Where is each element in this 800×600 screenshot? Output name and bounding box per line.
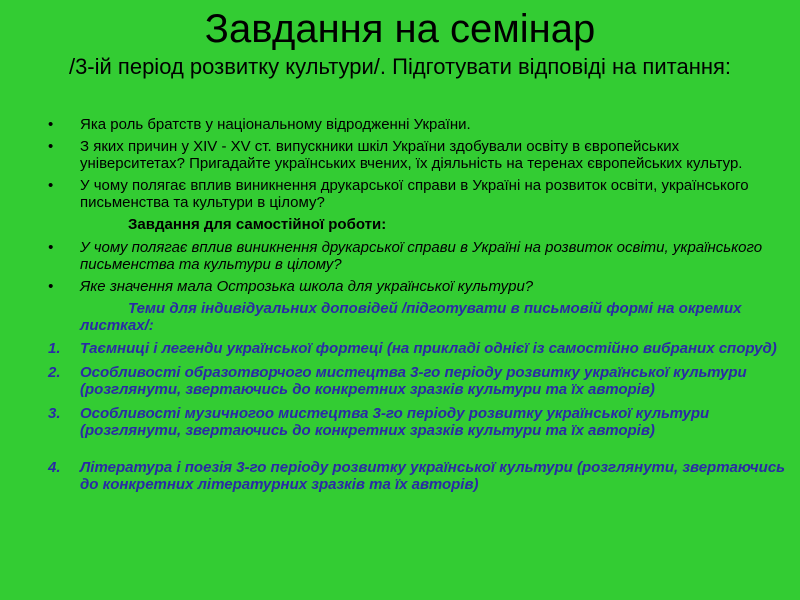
topic-item bbox=[48, 405, 788, 439]
topic-text: Таємниці і легенди української фортеці (на прикладі однієї із самостійно вибраних споруд) bbox=[80, 340, 777, 357]
list-item bbox=[48, 239, 788, 273]
topic-number: 4. bbox=[48, 459, 61, 476]
content-body bbox=[48, 116, 788, 500]
self-work-text: У чому полягає вплив виникнення друкарської справи в Україні на розвиток освіти, українського письменства та культури в цілому? bbox=[80, 239, 763, 273]
topic-item bbox=[48, 459, 788, 493]
bullet-marker: • bbox=[48, 278, 54, 295]
page-subtitle: /3-ій період розвитку культури/. Підготувати відповіді на питання: bbox=[68, 54, 732, 79]
bullet-marker: • bbox=[48, 177, 54, 194]
list-item bbox=[48, 278, 788, 295]
list-item bbox=[48, 116, 788, 133]
topic-item bbox=[48, 340, 788, 357]
topic-text: Література і поезія 3-го періоду розвитку української культури (розглянути, звертаючись до конкретних літературних зразків та їх авторів) bbox=[80, 459, 786, 493]
topic-text: Особливості музичногоо мистецтва 3-го періоду розвитку української культури (розглянути, звертаючись до конкретних зразків культури та їх авторів) bbox=[80, 405, 710, 439]
question-text: З яких причин у XIV - XV ст. випускники шкіл України здобували освіту в європейських університетах? Пригадайте українських вчених, їх діяльність на теренах європейських культур. bbox=[80, 138, 743, 172]
topic-number: 1. bbox=[48, 340, 61, 357]
page-title: Завдання на семінар bbox=[204, 7, 596, 51]
question-text: Яка роль братств у національному відродженні України. bbox=[80, 116, 471, 133]
topic-item bbox=[48, 364, 788, 398]
self-work-text: Яке значення мала Острозька школа для української культури? bbox=[80, 278, 534, 295]
bullet-marker: • bbox=[48, 239, 54, 256]
question-text: У чому полягає вплив виникнення друкарської справи в Україні на розвиток освіти, українського письменства та культури в цілому? bbox=[80, 177, 749, 211]
self-work-heading: Завдання для самостійної роботи: bbox=[128, 216, 387, 233]
list-item bbox=[48, 177, 788, 211]
title-block bbox=[0, 6, 800, 80]
topic-number: 2. bbox=[48, 364, 61, 381]
bullet-marker: • bbox=[48, 138, 54, 155]
topic-text: Особливості образотворчого мистецтва 3-го періоду розвитку української культури (розглянути, звертаючись до конкретних зразків культури та їх авторів) bbox=[80, 364, 747, 398]
list-item bbox=[48, 138, 788, 172]
topic-number: 3. bbox=[48, 405, 61, 422]
bullet-marker: • bbox=[48, 116, 54, 133]
topics-heading: Теми для індивідуальних доповідей /підготувати в письмовій формі на окремих листках/: bbox=[80, 300, 742, 334]
